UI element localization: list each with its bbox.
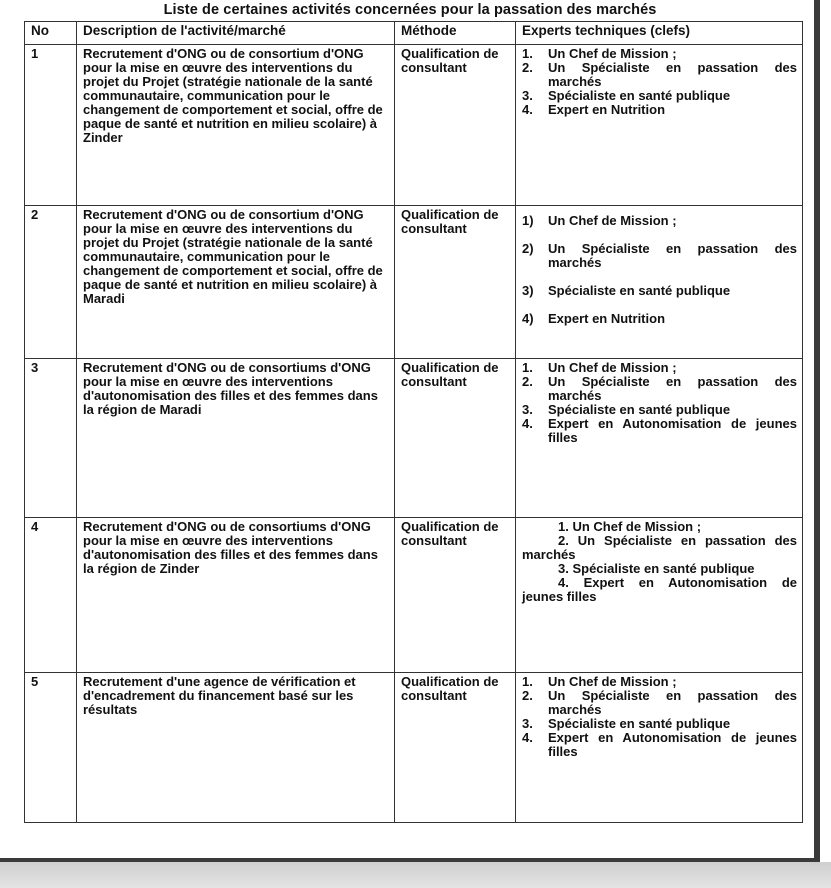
list-item: 2. Un Spécialiste en passation des marchés bbox=[522, 688, 797, 717]
list-item: 3. Spécialiste en santé publique bbox=[558, 561, 755, 576]
header-row bbox=[25, 22, 803, 45]
table-row bbox=[25, 206, 803, 359]
bottom-strip bbox=[0, 862, 831, 888]
row-number: 4 bbox=[25, 518, 77, 673]
method: Qualification de consultant bbox=[395, 673, 516, 823]
list-item: 1. Un Chef de Mission ; bbox=[522, 46, 677, 61]
experts-list bbox=[522, 361, 797, 445]
list-item: 1. Un Chef de Mission ; bbox=[522, 674, 677, 689]
experts-list bbox=[522, 214, 797, 326]
list-item: 4. Expert en Autonomisation de jeunes filles bbox=[522, 730, 797, 759]
experts-cell bbox=[516, 45, 803, 206]
table-row bbox=[25, 518, 803, 673]
list-item: 3. Spécialiste en santé publique bbox=[522, 402, 731, 417]
list-item: 1) Un Chef de Mission ; bbox=[522, 213, 677, 228]
table-title: Liste de certaines activités concernées pour la passation des marchés bbox=[163, 2, 657, 18]
list-item: 2) Un Spécialiste en passation des marchés bbox=[522, 241, 797, 270]
experts-cell bbox=[516, 518, 803, 673]
list-item: 1. Un Chef de Mission ; bbox=[558, 519, 702, 534]
row-number: 1 bbox=[25, 45, 77, 206]
experts-list bbox=[522, 520, 797, 604]
list-item: 2. Un Spécialiste en passation des marchés bbox=[522, 374, 797, 403]
activity-description: Recrutement d'une agence de vérification et d'encadrement du financement basé sur les résultats bbox=[77, 673, 395, 823]
list-item: 2. Un Spécialiste en passation des marchés bbox=[522, 533, 797, 562]
experts-cell bbox=[516, 206, 803, 359]
list-item: 3. Spécialiste en santé publique bbox=[522, 716, 731, 731]
experts-list bbox=[522, 47, 797, 117]
method: Qualification de consultant bbox=[395, 359, 516, 518]
activity-description: Recrutement d'ONG ou de consortium d'ONG pour la mise en œuvre des interventions du projet du Projet (stratégie nationale de la santé communautaire, communication pour le changement de comportement et social, offre de paque de santé et nutrition en milieu scolaire) à Zinder bbox=[77, 45, 395, 206]
header-no: No bbox=[25, 22, 77, 45]
header-description: Description de l'activité/marché bbox=[77, 22, 395, 45]
row-number: 5 bbox=[25, 673, 77, 823]
activity-description: Recrutement d'ONG ou de consortium d'ONG pour la mise en œuvre des interventions du projet du Projet (stratégie nationale de la santé communautaire, communication pour le changement de comportement et social, offre de paque de santé et nutrition en milieu scolaire) à Maradi bbox=[77, 206, 395, 359]
experts-cell bbox=[516, 359, 803, 518]
activity-description: Recrutement d'ONG ou de consortiums d'ONG pour la mise en œuvre des interventions d'autonomisation des filles et des femmes dans la région de Maradi bbox=[77, 359, 395, 518]
list-item: 2. Un Spécialiste en passation des marchés bbox=[522, 60, 797, 89]
activities-table bbox=[24, 21, 803, 823]
method: Qualification de consultant bbox=[395, 45, 516, 206]
experts-list bbox=[522, 675, 797, 759]
row-number: 2 bbox=[25, 206, 77, 359]
method: Qualification de consultant bbox=[395, 518, 516, 673]
table-row bbox=[25, 673, 803, 823]
list-item: 4. Expert en Nutrition bbox=[522, 102, 666, 117]
list-item: 1. Un Chef de Mission ; bbox=[522, 360, 677, 375]
experts-cell bbox=[516, 673, 803, 823]
list-item: 4. Expert en Autonomisation de jeunes filles bbox=[522, 575, 797, 604]
row-number: 3 bbox=[25, 359, 77, 518]
list-item: 3) Spécialiste en santé publique bbox=[522, 283, 731, 298]
header-experts: Experts techniques (clefs) bbox=[516, 22, 803, 45]
table-row bbox=[25, 45, 803, 206]
list-item: 4) Expert en Nutrition bbox=[522, 311, 666, 326]
activity-description: Recrutement d'ONG ou de consortiums d'ONG pour la mise en œuvre des interventions d'autonomisation des filles et des femmes dans la région de Zinder bbox=[77, 518, 395, 673]
table-row bbox=[25, 359, 803, 518]
list-item: 4. Expert en Autonomisation de jeunes filles bbox=[522, 416, 797, 445]
method: Qualification de consultant bbox=[395, 206, 516, 359]
header-method: Méthode bbox=[395, 22, 516, 45]
list-item: 3. Spécialiste en santé publique bbox=[522, 88, 731, 103]
